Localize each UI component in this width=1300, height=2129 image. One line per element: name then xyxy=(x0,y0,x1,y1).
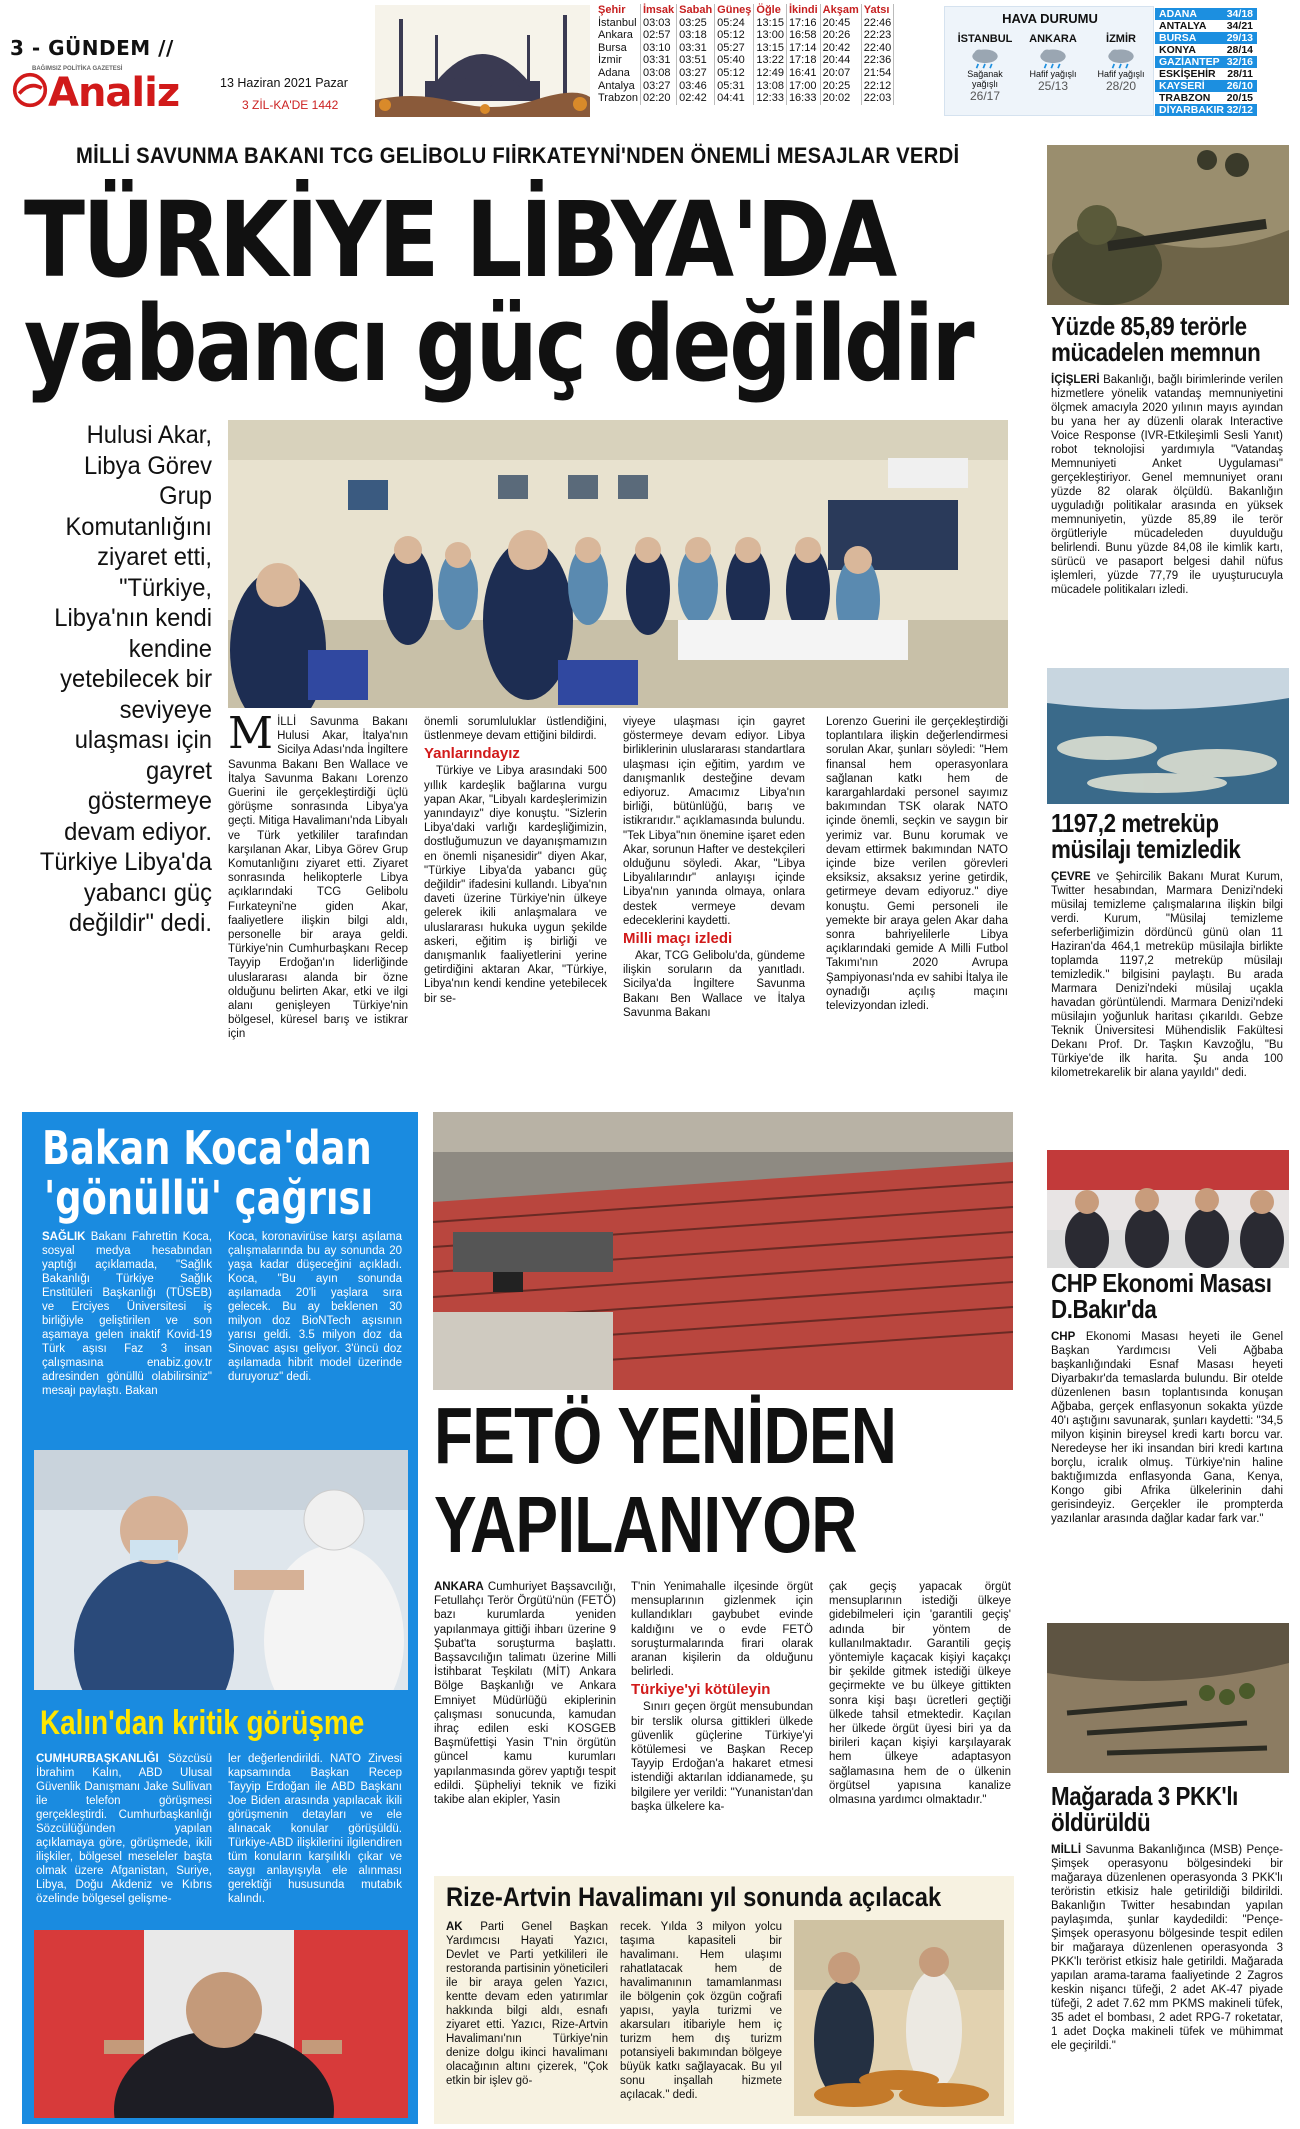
feto-headline-2: YAPILANIYOR xyxy=(434,1480,857,1569)
weather-temp: 28/20 xyxy=(1105,79,1137,93)
prayer-time: 17:18 xyxy=(786,54,820,67)
prayer-time: 03:31 xyxy=(640,54,676,67)
feto-col2b-text: Sınırı geçen örgüt mensubundan bir terslik olursa gittikleri ülkede güvenlik güçlerine Türkiye'yi kötülemesi ve Başkan Recep Tayyip Erdoğan'a hakaret etmesi istendiği aktarılan iddianamede, şu bilgilere yer verildi: "Yunanistan'dan başka ülkelere ka- xyxy=(631,1701,813,1813)
kalin-headline: Kalın'dan kritik görüşme xyxy=(40,1704,365,1742)
koca-headline-2: 'gönüllü' çağrısı xyxy=(44,1171,374,1225)
weather-list-temp: 28/14 xyxy=(1226,44,1253,56)
feto-col3 xyxy=(829,1580,1011,1807)
weather-list-temp: 34/21 xyxy=(1226,20,1253,32)
feto-lead: ANKARA xyxy=(434,1581,484,1593)
weather-list-row xyxy=(1155,92,1257,104)
s2-headline: 1197,2 metreküp müsilajı temizledik xyxy=(1051,808,1241,864)
main-quote: Hulusi Akar, Libya Görev Grup Komutanlığını ziyaret etti, "Türkiye, Libya'nın kendi kendine yetebilecek bir seviyeye ulaşması için gayret göstermeye devam ediyor. Türkiye Libya'da yabancı güç değildir" dedi. xyxy=(39,421,212,937)
page-section-label: 3 - GÜNDEM // xyxy=(10,36,174,60)
weather-list-city: BURSA xyxy=(1159,32,1197,44)
prayer-time: 03:46 xyxy=(677,80,715,93)
conference-hall-photo xyxy=(433,1112,1013,1390)
prayer-time: 03:31 xyxy=(677,42,715,55)
prayer-time: 05:31 xyxy=(715,80,754,93)
prayer-time: 13:15 xyxy=(754,42,787,55)
prayer-row xyxy=(596,67,894,80)
prayer-city: Bursa xyxy=(596,42,640,55)
kalin-left-text: CUMHURBAŞKANLIĞI Sözcüsü İbrahim Kalın, ABD Ulusal Güvenlik Danışmanı Jake Sullivan ile telefon görüşmesi gerçekleştirdi. Cumhurbaşkanlığı Sözcülüğünden yapılan açıklamaya göre, görüşmede, ikili ilişkiler, bölgesel meseleler başta olmak üzere Afganistan, Suriye, Libya, Doğu Akdeniz ve Kıbrıs özelinde bölgesel gelişme- xyxy=(36,1753,212,1905)
s4-text: MİLLİ Savunma Bakanlığınca (MSB) Pençe-Şimşek operasyonu bölgesindeki bir mağaraya düzenlenen operasyonda 3 PKK'lı teröristin etkisiz hale getirildiği bildirildi. Bakanlığın Twitter hesabından yapılan paylaşımda, şunlar kaydedildi: "Pençe-Şimşek operasyonu bölgesinde tespit edilen bir mağaraya düzenlenen operasyonda 3 PKK'lı terörist etkisiz hale getirildi. Mağarada yapılan arama-tarama faaliyetinde 2 Zagros keskin nişancı tüfeği, 2 adet AK-47 piyade tüfeği, 2 adet 7.62 mm PKMS makineli tüfek, 35 adet el bombası, 2 adet RPG-7 roketatar, 1 adet Doçka makineli tüfek ve mühimmat ele geçirildi." xyxy=(1051,1844,1283,2052)
main-article-col1 xyxy=(228,708,408,1042)
main-col2a-text: önemli sorumluluklar üstlendiğini, üstlenmeye devam ettiğini bildirdi. xyxy=(424,716,607,743)
weather-list-row xyxy=(1155,80,1257,92)
koca-right-text: Koca, koronavirüse karşı aşılama çalışmalarında bu ay sonunda 20 yaşa kadar düşeceğini açıkladı. Koca, "Bu ayın sonunda aşılamada 20'li yaşlara sıra gelecek. Bu ay beklenen 30 milyon doz BioNTech aşısının yarısı geldi. 3.5 milyon doz da Sinovac aşısı geliyor. 3'üncü doz aşılamada hibrit model üzerinde duruyoruz" dedi. xyxy=(228,1231,402,1383)
prayer-header: Öğle xyxy=(754,4,787,17)
prayer-header: Güneş xyxy=(715,4,754,17)
s1-text: İÇİŞLERİ Bakanlığı, bağlı birimlerinde verilen hizmetlere yönelik vatandaş memnuniyetini ölçmek amacıyla 2020 yılının mayıs ayından bu yana her ay düzenli olarak Interactive Voice Response (IVR-Etkileşimli Sesli Yanıt) robot teknolojisi yardımıyla "Vatandaş Memnuniyeti Anket Uygulaması" gerçekleştiriyor. Genel memnuniyet oranı yüzde 82 olarak ölçüldü. Bakanlığın uyguladığı politikalar arasında en yüksek memnuniyetin, yüzde 85,89 ile terör örgütleriyle mücadeleden duyulduğu belirlendi. Bunu yüzde 84,08 ile kimlik kartı, sürücü ve pasaport belgesi dahil nüfus işlemleri, yüzde 77,79 ile uyuşturucuyla mücadele politikaları izledi. xyxy=(1051,374,1283,596)
prayer-time: 20:07 xyxy=(820,67,861,80)
prayer-time: 04:41 xyxy=(715,92,754,105)
prayer-time: 17:14 xyxy=(786,42,820,55)
prayer-time: 20:26 xyxy=(820,29,861,42)
prayer-row xyxy=(596,17,894,30)
prayer-time: 05:24 xyxy=(715,17,754,30)
prayer-time: 02:57 xyxy=(640,29,676,42)
prayer-time: 03:25 xyxy=(677,17,715,30)
prayer-city: Ankara xyxy=(596,29,640,42)
prayer-row xyxy=(596,80,894,93)
prayer-times-table xyxy=(596,4,894,105)
prayer-header: Akşam xyxy=(820,4,861,17)
rize-col1: AK Parti Genel Başkan Yardımcısı Hayati Yazıcı, Devlet ve Parti yetkilileri ile restoranda partisinin yöneticileri ile bir araya gelen Yazıcı, kentte devam eden yatırımlar hakkında bilgi aldı, esnafı ziyaret etti. Yazıcı, Rize-Artvin Havalimanı'nın Türkiye'nin denize dolgu ikinci havalimanı olacağının altını çizerek, "Çok etkin bir işlev gö- xyxy=(446,1921,608,2087)
weather-list-city: GAZİANTEP xyxy=(1159,56,1220,68)
main-col3b-text: Akar, TCG Gelibolu'da, gündeme ilişkin soruların da yanıtladı. Sicilya'da İngiltere Savunma Bakanı Ben Wallace ve İtalya Savunma Bakanı xyxy=(623,950,805,1019)
logo-swirl-icon xyxy=(12,72,48,108)
weather-list-city: KAYSERİ xyxy=(1159,80,1205,92)
prayer-header: Yatsı xyxy=(861,4,894,17)
rain-cloud-icon xyxy=(1036,47,1070,69)
weather-condition: Hafif yağışlı xyxy=(1097,69,1145,79)
weather-condition: Sağanak yağışlı xyxy=(967,69,1003,89)
prayer-header: İkindi xyxy=(786,4,820,17)
prayer-time: 03:27 xyxy=(677,67,715,80)
prayer-time: 22:23 xyxy=(861,29,894,42)
feto-col3-text: çak geçiş yapacak örgüt mensuplarının istediği ülkeye gidebilmeleri için 'garantili geçiş' adında bir yöntem de kullanılmaktadır. Garantili geçiş yöntemiyle kaçacak kişiyi kaçakçı bir şekilde gitmek istediği ülkeye geçirmekte ve bu ülkeye gittikten sonra kişi başı ücretleri geçtiği ülkede tahsil etmektedir. Kaçılan her ülkede örgüt üyesi biri ya da birileri kaçan kişiyi karşılayarak hem ülkeye adaptasyon sağlamasına hem de o ülkenin örgütsel yapısına kanalize olmasına yardımcı olmaktadır." xyxy=(829,1581,1011,1807)
cave-weapons-photo xyxy=(1047,1623,1289,1773)
prayer-city: Trabzon xyxy=(596,92,640,105)
prayer-time: 22:03 xyxy=(861,92,894,105)
chp-press-photo xyxy=(1047,1150,1289,1268)
main-photo-meeting xyxy=(228,420,1008,708)
weather-city-name: İZMİR xyxy=(1106,33,1136,45)
prayer-time: 22:46 xyxy=(861,17,894,30)
weather-list-temp: 32/12 xyxy=(1226,104,1253,116)
prayer-time: 17:00 xyxy=(786,80,820,93)
main-col2b-text: Türkiye ve Libya arasındaki 500 yıllık kardeşlik bağlarına vurgu yapan Akar, "Libyalı kardeşlerimizin yanındayız" diye konuştu. "Sizlerin Libya'daki varlığı kardeşliğimizin, dostluğumuzun ve dayanışmamızın en önemli nişanesidir" diyen Akar, "Türkiye Libya'da yabancı güç değildir" ifadesini kullandı. Libya'nın daveti üzerine Türkiye'nin ülkeye gelerek ikili anlaşmalara ve uluslararası hukuka uygun şekilde askeri, eğitim iş birliği ve danışmanlık faaliyetlerini yerine getirdiğini aktaran Akar, "Türkiye, Libya'nın kendi kendine yetebilecek bir se- xyxy=(424,765,607,1005)
weather-list-temp: 34/18 xyxy=(1226,8,1253,20)
weather-list-row xyxy=(1155,56,1257,68)
feto-subhead: Türkiye'yi kötüleyin xyxy=(631,1681,771,1699)
prayer-time: 21:54 xyxy=(861,67,894,80)
main-col3a-text: viyeye ulaşması için gayret göstermeye devam ediyor. Libya birliklerinin uluslararası standartlara ulaşması için eğitim, yardım ve danışmanlık desteğine devam ediyoruz. Amacımız Libya'nın birliği, bütünlüğü, barış ve istikrarıdır." açıklamasında bulundu. "Tek Libya"nın önemine işaret eden Akar, sorunun Hafter ve destekçileri olduğunu söyledi. Akar, "Libya Libyalılarındır" anlayışı içinde Libya'nın yanında olmaya, onlara destek vermeye devam edeceklerini kaydetti. xyxy=(623,716,805,927)
prayer-time: 16:41 xyxy=(786,67,820,80)
prayer-time: 05:27 xyxy=(715,42,754,55)
kalin-photo xyxy=(34,1930,408,2118)
koca-box xyxy=(22,1112,418,2124)
prayer-time: 20:45 xyxy=(820,17,861,30)
weather-list-row xyxy=(1155,44,1257,56)
koca-vaccine-photo xyxy=(34,1450,408,1690)
prayer-row xyxy=(596,92,894,105)
prayer-header: Sabah xyxy=(677,4,715,17)
rain-cloud-icon xyxy=(968,47,1002,69)
main-article-col2 xyxy=(424,715,607,1006)
prayer-city: İstanbul xyxy=(596,17,640,30)
main-col1-text: İLLİ Savunma Bakanı Hulusi Akar, İtalya'nın Sicilya Adası'nda İngiltere Savunma Bakanı Ben Wallace ve İtalya Savunma Bakanı Lorenzo Guerini ile gerçekleştirdiği üçlü görüşme sonrasında Libya'ya geçti. Mitiga Havalimanı'nda Libyalı ve Türk yetkililer tarafından karşılanan Akar, Libya Görev Grup Komutanlığını ziyaret etti. Ziyaret sonrasında helikopterle Libya açıklarındaki TCG Gelibolu Fıırkateyni'ne giden Akar, faaliyetlere ilişkin bilgi aldı, personelle bir araya geldi. Türkiye'nin Cumhurbaşkanı Recep Tayyip Erdoğan'ın liderliğinde uluslararası alanda bir özne olduğunu belirten Akar, etki ve ilgi alanı genişleyen Türkiye'nin bölgesel, küresel barış ve istikrar için xyxy=(228,716,408,1041)
feto-col2a-text: T'nin Yenimahalle ilçesinde örgüt mensuplarının gizlenmek için kullandıkları gaybubet evinde kaldığını ve o evde FETÖ soruşturmalarında firari olarak aranan kişilerin da olduğunu belirledi. xyxy=(631,1581,813,1679)
main-article-col3 xyxy=(623,715,805,1020)
weather-list-city: ANTALYA xyxy=(1159,20,1207,32)
rize-box xyxy=(434,1876,1014,2124)
prayer-time: 03:27 xyxy=(640,80,676,93)
rize-headline: Rize-Artvin Havalimanı yıl sonunda açılacak xyxy=(446,1882,942,1912)
weather-city xyxy=(1089,33,1153,93)
weather-city-name: İSTANBUL xyxy=(957,33,1013,45)
weather-temp: 25/13 xyxy=(1037,79,1069,93)
main-headline-line2: yabancı güç değildir xyxy=(24,283,973,405)
mosque-illustration xyxy=(375,5,590,117)
weather-city xyxy=(953,33,1017,103)
weather-city-list xyxy=(1155,8,1257,116)
prayer-time: 16:33 xyxy=(786,92,820,105)
prayer-time: 02:42 xyxy=(677,92,715,105)
hijri-date: 3 ZİL-KA'DE 1442 xyxy=(242,98,339,112)
prayer-time: 22:36 xyxy=(861,54,894,67)
feto-col2 xyxy=(631,1580,813,1814)
weather-list-temp: 20/15 xyxy=(1226,92,1253,104)
weather-city-name: ANKARA xyxy=(1029,33,1077,45)
logo-tagline: BAĞIMSIZ POLİTİKA GAZETESİ xyxy=(32,66,123,72)
prayer-time: 13:15 xyxy=(754,17,787,30)
weather-box xyxy=(944,6,1154,116)
prayer-time: 05:12 xyxy=(715,29,754,42)
issue-date: 13 Haziran 2021 Pazar xyxy=(220,76,348,90)
weather-list-row xyxy=(1155,8,1257,20)
feto-col1 xyxy=(434,1580,616,1807)
prayer-time: 16:58 xyxy=(786,29,820,42)
main-subhead-1: Yanlarındayız xyxy=(424,745,520,763)
weather-list-city: ESKİŞEHİR xyxy=(1159,68,1216,80)
prayer-time: 03:03 xyxy=(640,17,676,30)
weather-list-city: KONYA xyxy=(1159,44,1196,56)
prayer-header: Şehir xyxy=(596,4,640,17)
drop-cap: M xyxy=(228,708,274,759)
weather-list-temp: 28/11 xyxy=(1227,68,1253,80)
prayer-time: 20:44 xyxy=(820,54,861,67)
weather-city xyxy=(1021,33,1085,93)
prayer-row xyxy=(596,42,894,55)
rize-col2: recek. Yılda 3 milyon yolcu taşıma kapasiteli bir havalimanı. Hem ulaşımı rahatlatacak hem de havalimanının tamamlanması ile bölgenin çok özgün coğrafi yapısı, yayla turizmi ve akarsuları itibariyle hem iç turizm hem dış turizm potansiyeli bakımından bölgeye büyük katkı sağlayacak. Bu yıl sonu inşallah hizmete açılacak." dedi. xyxy=(620,1921,782,2101)
weather-condition: Hafif yağışlı xyxy=(1029,69,1077,79)
prayer-time: 22:40 xyxy=(861,42,894,55)
weather-list-row xyxy=(1155,32,1257,44)
weather-list-row xyxy=(1155,20,1257,32)
prayer-row xyxy=(596,54,894,67)
weather-list-city: DİYARBAKIR xyxy=(1159,104,1224,116)
s3-headline: CHP Ekonomi Masası D.Bakır'da xyxy=(1051,1268,1272,1324)
prayer-time: 03:08 xyxy=(640,67,676,80)
weather-list-city: TRABZON xyxy=(1159,92,1211,104)
prayer-time: 13:22 xyxy=(754,54,787,67)
rain-cloud-icon xyxy=(1104,47,1138,69)
prayer-time: 13:08 xyxy=(754,80,787,93)
prayer-time: 05:40 xyxy=(715,54,754,67)
prayer-city: Adana xyxy=(596,67,640,80)
main-article-col4 xyxy=(826,715,1008,1013)
main-kicker: MİLLİ SAVUNMA BAKANI TCG GELİBOLU FIİRKATEYNİ'NDEN ÖNEMLİ MESAJLAR VERDİ xyxy=(76,143,960,168)
prayer-city: İzmir xyxy=(596,54,640,67)
prayer-time: 17:16 xyxy=(786,17,820,30)
prayer-header: İmsak xyxy=(640,4,676,17)
weather-list-temp: 32/16 xyxy=(1226,56,1253,68)
s1-headline: Yüzde 85,89 terörle mücadelen memnun xyxy=(1051,311,1261,367)
s3-text: CHP Ekonomi Masası heyeti ile Genel Başkan Yardımcısı Veli Ağbaba başkanlığındaki Esnaf Masası heyeti Diyarbakır'da temaslarda bulundu. Bir otelde düzenlenen basın toplantısında konuşan Ağbaba, gerçek enflasyonun sokakta yüzde 40'ı aştığını savunarak, şunları kaydetti: "34,5 milyon kişinin bireysel kredi kartı borcu var. Neredeyse her iki insandan biri kredi kartına borçlu, icralık olmuş. Türkiye'nin haline baktığımızda enflasyonda Gana, Kenya, Kongo gibi Afrika ülkelerinin dahi gerisindeyiz. Gerçekler ile prompterda yazılanlar arasında dağlar kadar fark var." xyxy=(1051,1331,1283,1525)
feto-col1-text: Cumhuriyet Başsavcılığı, Fetullahçı Terör Örgütü'nün (FETÖ) bazı kurumlarda yeniden yapılanmaya gittiği ihbarı üzerine 9 Şubat'ta soruşturma başlattı. Başsavcılığın talimatı üzerine Milli İstihbarat Teşkilatı (MİT) Ankara Bölge Başkanlığı ve Ankara Emniyet Müdürlüğü ekiplerinin çalışması sonucunda, kamudan ihraç edilen eski KOSGEB Başmüfettişi Yasin T'nin örgütün güncel kamu kurumları yapılanmasında görev yaptığı tespit edildi. Şüpheliyi teknik ve fiziki takibe alan ekipler, Yasin xyxy=(434,1581,616,1807)
soldier-photo xyxy=(1047,145,1289,305)
s2-text: ÇEVRE ve Şehircilik Bakanı Murat Kurum, Twitter hesabından, Marmara Denizi'ndeki müsilaj temizleme çalışmalarına ilişkin bilgi verdi. Kurum, "Müsilaj temizleme seferberliğimizin dördüncü günü olan 11 Haziran'da 464,1 metreküp müsilajla birlikte toplamda 1197,2 metreküp müsilajı temizledik." bilgisini paylaştı. Bu arada Marmara Denizi'ndeki müsilaj uçakla havadan görüntülendi. Marmara Denizi'ndeki müsilajın yoğunluk haritası çıkarıldı. Gebze Teknik Üniversitesi Mühendislik Fakültesi Dekanı Prof. Dr. Taşkın Kavzoğlu, "Bu Türkiye'de ilk harita. Şu anda 100 kilometrekarelik bir alana yayıldı" dedi. xyxy=(1051,871,1283,1079)
prayer-time: 20:25 xyxy=(820,80,861,93)
prayer-time: 02:20 xyxy=(640,92,676,105)
weather-list-row xyxy=(1155,68,1257,80)
prayer-time: 03:18 xyxy=(677,29,715,42)
prayer-time: 20:02 xyxy=(820,92,861,105)
mucilage-aerial-photo xyxy=(1047,668,1289,804)
prayer-time: 05:12 xyxy=(715,67,754,80)
weather-list-city: ADANA xyxy=(1159,8,1197,20)
feto-headline-1: FETÖ YENİDEN xyxy=(434,1391,897,1480)
rize-photo xyxy=(794,1920,1004,2116)
prayer-time: 12:49 xyxy=(754,67,787,80)
prayer-row xyxy=(596,29,894,42)
prayer-time: 22:12 xyxy=(861,80,894,93)
weather-list-temp: 26/10 xyxy=(1226,80,1253,92)
prayer-time: 12:33 xyxy=(754,92,787,105)
koca-left-text: SAĞLIK Bakanı Fahrettin Koca, sosyal medya hesabından yaptığı açıklamada, "Sağlık Bakanlığı Türkiye Sağlık Enstitüleri Başkanlığı (TÜSEB) ve Erciyes Üniversitesi iş birliğiyle geliştirilen ve son aşamaya gelen inaktif Kovid-19 Türk aşısı Faz 3 insan çalışmasına enabiz.gov.tr adresinden gönüllü olabilirsiniz" mesajı paylaştı. Bakan xyxy=(42,1231,213,1397)
weather-list-temp: 29/13 xyxy=(1226,32,1253,44)
koca-headline-1: Bakan Koca'dan xyxy=(42,1121,372,1175)
main-headline-line1: TÜRKİYE LİBYA'DA xyxy=(24,179,895,301)
weather-title: HAVA DURUMU xyxy=(1002,11,1098,26)
main-subhead-2: Milli maçı izledi xyxy=(623,930,733,948)
weather-temp: 26/17 xyxy=(969,89,1001,103)
prayer-time: 03:51 xyxy=(677,54,715,67)
weather-list-row xyxy=(1155,104,1257,116)
prayer-time: 20:42 xyxy=(820,42,861,55)
prayer-time: 13:00 xyxy=(754,29,787,42)
prayer-city: Antalya xyxy=(596,80,640,93)
s4-headline: Mağarada 3 PKK'lı öldürüldü xyxy=(1051,1781,1238,1837)
kalin-right-text: ler değerlendirildi. NATO Zirvesi kapsamında Başkan Recep Tayyip Erdoğan ile ABD Başkanı Joe Biden arasında yapılacak ikili görüşmenin detayları ve ele alınacak konular görüşüldü. Türkiye-ABD ilişkilerini ilgilendiren tüm konuların karşılıklı çıkar ve saygı anlayışıyla ele alınması gerektiği hususunda mutabık kalındı. xyxy=(228,1753,402,1905)
newspaper-logo xyxy=(12,62,222,116)
main-col4-text: Lorenzo Guerini ile gerçekleştirdiği toplantılara ilişkin değerlendirmesi sorulan Akar, şunları söyledi: "Hem finansal hem operasyonlara sağlanan katkı hem de karargahlardaki personel sayımız bakımından TSK olarak NATO içinde önemli, seçkin ve saygın bir yerimiz var. Bunu korumak ve devam ettirmek bakımından NATO içinde bize verilen görevleri eksiksiz, aksaksız yerine getirdik, getirmeye devam ediyoruz." diye konuştu. Gemi personeli ile yemekte bir araya gelen Akar daha sonra bahriyelilerle Libya açıklarındaki gemide A Milli Futbol Takımı'nın 2020 Avrupa Şampiyonası'nda ev sahibi İtalya ile oynadığı açılış maçını televizyondan izledi. xyxy=(826,716,1008,1013)
prayer-time: 03:10 xyxy=(640,42,676,55)
logo-text: Analiz xyxy=(48,70,180,116)
